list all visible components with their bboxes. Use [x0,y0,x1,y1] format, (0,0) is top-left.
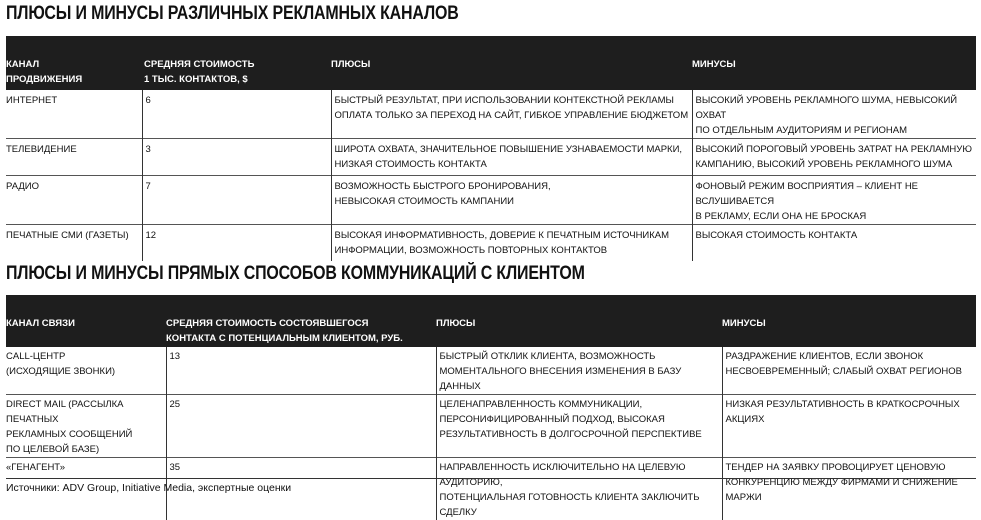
cell-channel: РАДИО [6,176,142,225]
cell-pros: ШИРОТА ОХВАТА, ЗНАЧИТЕЛЬНОЕ ПОВЫШЕНИЕ УЗНАВАЕМОСТИ МАРКИ, НИЗКАЯ СТОИМОСТЬ КОНТАКТА [331,139,692,176]
header-pros: ПЛЮСЫ [331,36,692,90]
section-title-advertising-channels: ПЛЮСЫ И МИНУСЫ РАЗЛИЧНЫХ РЕКЛАМНЫХ КАНАЛОВ [6,3,459,25]
header-cons: МИНУСЫ [722,295,976,347]
table-row [6,347,976,395]
cell-pros: НАПРАВЛЕННОСТЬ ИСКЛЮЧИТЕЛЬНО НА ЦЕЛЕВУЮ АУДИТОРИЮ, ПОТЕНЦИАЛЬНАЯ ГОТОВНОСТЬ КЛИЕНТА ЗАКЛЮЧИТЬ СДЕЛКУ [436,458,722,520]
table-header-row [6,36,976,90]
header-pros: ПЛЮСЫ [436,295,722,347]
section-title-direct-communication: ПЛЮСЫ И МИНУСЫ ПРЯМЫХ СПОСОБОВ КОММУНИКАЦИЙ С КЛИЕНТОМ [6,263,585,285]
cell-cost: 25 [166,395,436,458]
cell-channel: ИНТЕРНЕТ [6,90,142,139]
bottom-divider [6,478,976,479]
cell-cost: 6 [142,90,331,139]
cell-channel: ТЕЛЕВИДЕНИЕ [6,139,142,176]
table-header-row [6,295,976,347]
cell-cons: ВЫСОКИЙ ПОРОГОВЫЙ УРОВЕНЬ ЗАТРАТ НА РЕКЛАМНУЮ КАМПАНИЮ, ВЫСОКИЙ УРОВЕНЬ РЕКЛАМНОГО ШУМА [692,139,976,176]
cell-cons: ТЕНДЕР НА ЗАЯВКУ ПРОВОЦИРУЕТ ЦЕНОВУЮ КОНКУРЕНЦИЮ МЕЖДУ ФИРМАМИ И СНИЖЕНИЕ МАРЖИ [722,458,976,520]
cell-channel: ПЕЧАТНЫЕ СМИ (ГАЗЕТЫ) [6,225,142,261]
cell-cost: 3 [142,139,331,176]
cell-cons: РАЗДРАЖЕНИЕ КЛИЕНТОВ, ЕСЛИ ЗВОНОК НЕСВОЕВРЕМЕННЫЙ; СЛАБЫЙ ОХВАТ РЕГИОНОВ [722,347,976,395]
cell-pros: ВОЗМОЖНОСТЬ БЫСТРОГО БРОНИРОВАНИЯ, НЕВЫСОКАЯ СТОИМОСТЬ КАМПАНИИ [331,176,692,225]
cell-pros: БЫСТРЫЙ ОТКЛИК КЛИЕНТА, ВОЗМОЖНОСТЬ МОМЕНТАЛЬНОГО ВНЕСЕНИЯ ИЗМЕНЕНИЯ В БАЗУ ДАННЫХ [436,347,722,395]
cell-pros: ВЫСОКАЯ ИНФОРМАТИВНОСТЬ, ДОВЕРИЕ К ПЕЧАТНЫМ ИСТОЧНИКАМ ИНФОРМАЦИИ, ВОЗМОЖНОСТЬ ПОВТОРНЫХ КОНТАКТОВ [331,225,692,261]
cell-cons: НИЗКАЯ РЕЗУЛЬТАТИВНОСТЬ В КРАТКОСРОЧНЫХ АКЦИЯХ [722,395,976,458]
header-channel: КАНАЛ СВЯЗИ [6,295,166,347]
cell-cost: 35 [166,458,436,520]
header-cons: МИНУСЫ [692,36,976,90]
cell-cost: 12 [142,225,331,261]
source-note: Источники: ADV Group, Initiative Media, экспертные оценки [6,482,291,494]
table-row [6,176,976,225]
table-row [6,395,976,458]
header-cost: СРЕДНЯЯ СТОИМОСТЬ 1 ТЫС. КОНТАКТОВ, $ [142,36,331,90]
table-row [6,225,976,261]
cell-cons: ВЫСОКИЙ УРОВЕНЬ РЕКЛАМНОГО ШУМА, НЕВЫСОКИЙ ОХВАТ ПО ОТДЕЛЬНЫМ АУДИТОРИЯМ И РЕГИОНАМ [692,90,976,139]
cell-cost: 7 [142,176,331,225]
table-row [6,90,976,139]
cell-channel: CALL-ЦЕНТР (ИСХОДЯЩИЕ ЗВОНКИ) [6,347,166,395]
cell-cost: 13 [166,347,436,395]
cell-cons: ФОНОВЫЙ РЕЖИМ ВОСПРИЯТИЯ – КЛИЕНТ НЕ ВСЛУШИВАЕТСЯ В РЕКЛАМУ, ЕСЛИ ОНА НЕ БРОСКАЯ [692,176,976,225]
table-row [6,139,976,176]
cell-channel: DIRECT MAIL (РАССЫЛКА ПЕЧАТНЫХ РЕКЛАМНЫХ СООБЩЕНИЙ ПО ЦЕЛЕВОЙ БАЗЕ) [6,395,166,458]
header-cost: СРЕДНЯЯ СТОИМОСТЬ СОСТОЯВШЕГОСЯ КОНТАКТА С ПОТЕНЦИАЛЬНЫМ КЛИЕНТОМ, РУБ. [166,295,436,347]
header-channel: КАНАЛ ПРОДВИЖЕНИЯ [6,36,142,90]
advertising-channels-table [6,36,976,261]
cell-channel: «ГЕНАГЕНТ» [6,458,166,520]
cell-pros: ЦЕЛЕНАПРАВЛЕННОСТЬ КОММУНИКАЦИИ, ПЕРСОНИФИЦИРОВАННЫЙ ПОДХОД, ВЫСОКАЯ РЕЗУЛЬТАТИВНОСТЬ В ДОЛГОСРОЧНОЙ ПЕРСПЕКТИВЕ [436,395,722,458]
cell-cons: ВЫСОКАЯ СТОИМОСТЬ КОНТАКТА [692,225,976,261]
cell-pros: БЫСТРЫЙ РЕЗУЛЬТАТ, ПРИ ИСПОЛЬЗОВАНИИ КОНТЕКСТНОЙ РЕКЛАМЫ ОПЛАТА ТОЛЬКО ЗА ПЕРЕХОД НА САЙТ, ГИБКОЕ УПРАВЛЕНИЕ БЮДЖЕТОМ [331,90,692,139]
